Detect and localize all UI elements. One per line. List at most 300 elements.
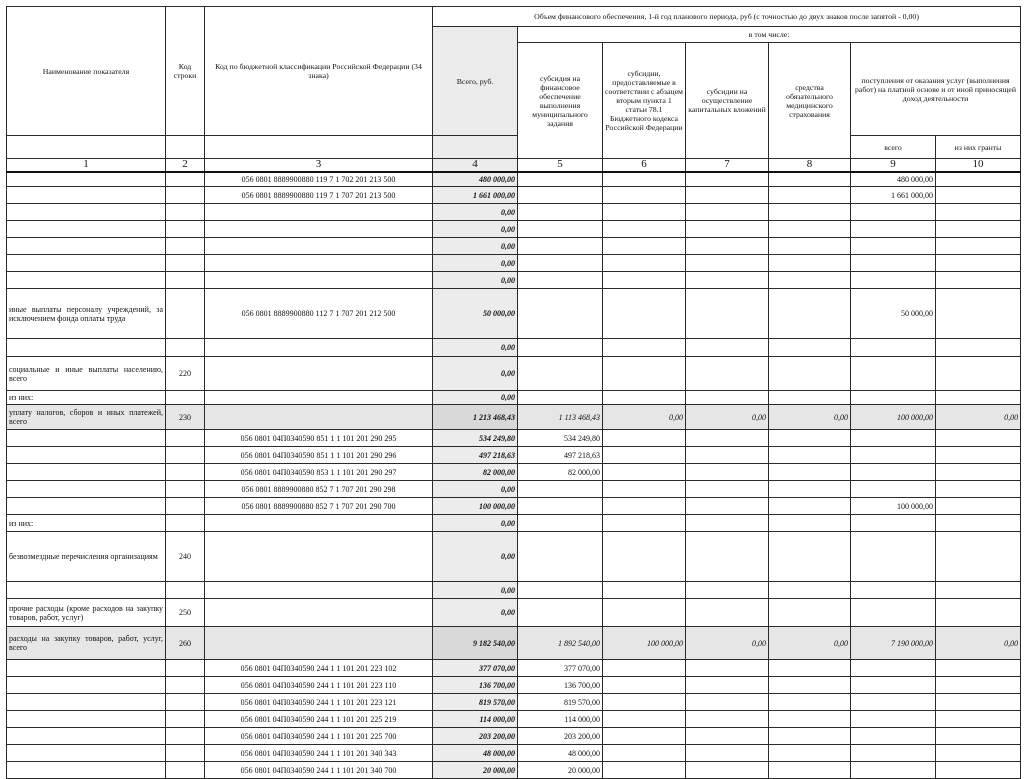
row-name: [7, 481, 166, 498]
table-row: [7, 660, 1021, 677]
row-capital: [686, 221, 769, 238]
row-code: [166, 339, 205, 357]
row-grants: [936, 711, 1021, 728]
row-name: социальные и иные выплаты населению, всего: [7, 357, 166, 391]
table-row: [7, 289, 1021, 339]
row-total: 0,00: [433, 582, 518, 599]
row-subsidy-task: 534 249,80: [518, 430, 603, 447]
table-row: [7, 391, 1021, 405]
row-kbk: 056 0801 04П0340590 851 1 1 101 201 290 295: [205, 430, 433, 447]
row-oms: 0,00: [769, 627, 851, 660]
row-subsidy-78: [603, 204, 686, 221]
row-oms: [769, 660, 851, 677]
row-oms: [769, 339, 851, 357]
row-code: [166, 515, 205, 532]
row-grants: [936, 238, 1021, 255]
row-grants: [936, 221, 1021, 238]
row-subsidy-task: [518, 481, 603, 498]
table-row: [7, 582, 1021, 599]
row-code: 220: [166, 357, 205, 391]
row-oms: 0,00: [769, 405, 851, 430]
row-subsidy-78: [603, 745, 686, 762]
row-code: [166, 745, 205, 762]
row-kbk: [205, 238, 433, 255]
row-code: 260: [166, 627, 205, 660]
row-grants: [936, 481, 1021, 498]
row-kbk: [205, 405, 433, 430]
row-paid-total: [851, 515, 936, 532]
row-subsidy-78: [603, 339, 686, 357]
row-code: 230: [166, 405, 205, 430]
row-paid-total: [851, 357, 936, 391]
row-paid-total: [851, 272, 936, 289]
row-kbk: [205, 532, 433, 582]
header-title: Объем финансового обеспечения, 1-й год планового периода, руб (с точностью до двух знаков после запятой - 0,00): [433, 7, 1021, 27]
row-oms: [769, 481, 851, 498]
row-grants: [936, 515, 1021, 532]
row-subsidy-78: [603, 532, 686, 582]
row-capital: [686, 498, 769, 515]
row-name: [7, 172, 166, 187]
row-total: 1 661 000,00: [433, 187, 518, 204]
row-subsidy-78: [603, 762, 686, 779]
row-grants: [936, 728, 1021, 745]
row-kbk: 056 0801 04П0340590 244 1 1 101 201 340 700: [205, 762, 433, 779]
table-body: [7, 172, 1021, 779]
row-paid-total: 100 000,00: [851, 498, 936, 515]
row-grants: [936, 582, 1021, 599]
row-capital: [686, 272, 769, 289]
row-grants: [936, 447, 1021, 464]
row-total: 0,00: [433, 532, 518, 582]
row-subsidy-78: [603, 357, 686, 391]
row-paid-total: [851, 660, 936, 677]
row-subsidy-78: [603, 221, 686, 238]
row-capital: [686, 599, 769, 627]
row-capital: [686, 481, 769, 498]
row-name: [7, 694, 166, 711]
row-subsidy-task: 819 570,00: [518, 694, 603, 711]
row-paid-total: [851, 745, 936, 762]
row-grants: [936, 172, 1021, 187]
row-kbk: 056 0801 8889900880 852 7 1 707 201 290 700: [205, 498, 433, 515]
row-grants: [936, 677, 1021, 694]
row-subsidy-78: [603, 430, 686, 447]
row-name: [7, 204, 166, 221]
row-code: [166, 762, 205, 779]
row-code: [166, 481, 205, 498]
column-number: 2: [166, 159, 205, 172]
row-total: 0,00: [433, 221, 518, 238]
row-capital: [686, 204, 769, 221]
row-capital: [686, 694, 769, 711]
header-grants: из них гранты: [936, 136, 1021, 159]
row-subsidy-task: [518, 339, 603, 357]
row-oms: [769, 677, 851, 694]
row-subsidy-task: [518, 221, 603, 238]
row-subsidy-task: 20 000,00: [518, 762, 603, 779]
table-row: [7, 481, 1021, 498]
row-capital: 0,00: [686, 627, 769, 660]
row-kbk: 056 0801 04П0340590 244 1 1 101 201 223 102: [205, 660, 433, 677]
row-kbk: 056 0801 04П0340590 244 1 1 101 201 340 343: [205, 745, 433, 762]
row-total: 377 070,00: [433, 660, 518, 677]
row-kbk: [205, 255, 433, 272]
row-subsidy-78: [603, 172, 686, 187]
table-row: [7, 204, 1021, 221]
row-kbk: [205, 221, 433, 238]
row-subsidy-78: [603, 660, 686, 677]
row-total: 0,00: [433, 255, 518, 272]
row-total: 480 000,00: [433, 172, 518, 187]
row-subsidy-task: 114 000,00: [518, 711, 603, 728]
table-row: [7, 272, 1021, 289]
row-kbk: [205, 391, 433, 405]
header-kbk: Код по бюджетной классификации Российской Федерации (34 знака): [205, 7, 433, 136]
row-code: [166, 582, 205, 599]
row-code: [166, 391, 205, 405]
row-subsidy-78: [603, 447, 686, 464]
table-row: [7, 430, 1021, 447]
column-number: 3: [205, 159, 433, 172]
header-code: Код строки: [166, 7, 205, 136]
row-grants: [936, 391, 1021, 405]
row-oms: [769, 464, 851, 481]
row-oms: [769, 255, 851, 272]
row-capital: [686, 339, 769, 357]
row-code: [166, 677, 205, 694]
row-paid-total: [851, 339, 936, 357]
row-name: [7, 447, 166, 464]
row-capital: [686, 464, 769, 481]
row-kbk: 056 0801 8889900880 112 7 1 707 201 212 500: [205, 289, 433, 339]
row-subsidy-task: [518, 255, 603, 272]
row-total: 0,00: [433, 599, 518, 627]
row-kbk: [205, 599, 433, 627]
column-number: 7: [686, 159, 769, 172]
row-name: [7, 677, 166, 694]
table-row: [7, 532, 1021, 582]
header-kbk-spacer: [205, 136, 433, 159]
row-name: [7, 711, 166, 728]
row-kbk: [205, 339, 433, 357]
row-code: [166, 660, 205, 677]
row-kbk: 056 0801 04П0340590 244 1 1 101 201 225 219: [205, 711, 433, 728]
row-paid-total: 1 661 000,00: [851, 187, 936, 204]
row-capital: [686, 660, 769, 677]
row-oms: [769, 745, 851, 762]
row-oms: [769, 357, 851, 391]
row-code: [166, 255, 205, 272]
row-kbk: 056 0801 04П0340590 244 1 1 101 201 225 700: [205, 728, 433, 745]
header-code-spacer: [166, 136, 205, 159]
row-grants: [936, 694, 1021, 711]
row-capital: [686, 515, 769, 532]
row-subsidy-task: 377 070,00: [518, 660, 603, 677]
row-capital: [686, 762, 769, 779]
row-paid-total: [851, 204, 936, 221]
row-capital: [686, 532, 769, 582]
row-total: 48 000,00: [433, 745, 518, 762]
row-oms: [769, 599, 851, 627]
column-number: 8: [769, 159, 851, 172]
row-code: [166, 221, 205, 238]
row-subsidy-task: [518, 238, 603, 255]
row-oms: [769, 711, 851, 728]
row-paid-total: 7 190 000,00: [851, 627, 936, 660]
row-name: [7, 339, 166, 357]
row-subsidy-task: [518, 391, 603, 405]
row-subsidy-78: [603, 464, 686, 481]
row-name: уплату налогов, сборов и иных платежей, всего: [7, 405, 166, 430]
row-oms: [769, 289, 851, 339]
row-capital: [686, 187, 769, 204]
row-kbk: [205, 204, 433, 221]
table-row: [7, 464, 1021, 481]
row-oms: [769, 430, 851, 447]
row-grants: [936, 339, 1021, 357]
row-code: 240: [166, 532, 205, 582]
row-grants: [936, 357, 1021, 391]
row-code: [166, 204, 205, 221]
row-paid-total: [851, 255, 936, 272]
row-subsidy-task: [518, 515, 603, 532]
row-subsidy-task: [518, 187, 603, 204]
row-oms: [769, 221, 851, 238]
row-kbk: 056 0801 8889900880 119 7 1 702 201 213 500: [205, 172, 433, 187]
row-code: 250: [166, 599, 205, 627]
row-kbk: 056 0801 04П0340590 853 1 1 101 201 290 297: [205, 464, 433, 481]
row-paid-total: [851, 762, 936, 779]
row-subsidy-78: [603, 728, 686, 745]
row-subsidy-task: [518, 289, 603, 339]
header-oms: средства обязательного медицинского страхования: [769, 43, 851, 159]
row-grants: 0,00: [936, 627, 1021, 660]
row-subsidy-78: [603, 498, 686, 515]
row-subsidy-78: 100 000,00: [603, 627, 686, 660]
row-code: [166, 187, 205, 204]
row-capital: [686, 238, 769, 255]
row-oms: [769, 187, 851, 204]
row-subsidy-task: [518, 532, 603, 582]
row-paid-total: [851, 464, 936, 481]
row-kbk: 056 0801 8889900880 119 7 1 707 201 213 500: [205, 187, 433, 204]
header-in-that: в том числе:: [518, 27, 1021, 43]
row-capital: [686, 391, 769, 405]
row-code: [166, 728, 205, 745]
row-kbk: 056 0801 04П0340590 244 1 1 101 201 223 121: [205, 694, 433, 711]
row-kbk: [205, 627, 433, 660]
row-paid-total: [851, 599, 936, 627]
row-subsidy-78: [603, 711, 686, 728]
row-code: [166, 430, 205, 447]
row-capital: [686, 357, 769, 391]
row-code: [166, 447, 205, 464]
row-oms: [769, 238, 851, 255]
row-kbk: 056 0801 04П0340590 244 1 1 101 201 223 110: [205, 677, 433, 694]
row-paid-total: [851, 582, 936, 599]
row-paid-total: [851, 447, 936, 464]
row-grants: [936, 532, 1021, 582]
row-subsidy-task: 203 200,00: [518, 728, 603, 745]
row-code: [166, 694, 205, 711]
row-total: 0,00: [433, 481, 518, 498]
header-name-spacer: [7, 136, 166, 159]
row-total: 0,00: [433, 357, 518, 391]
row-total: 136 700,00: [433, 677, 518, 694]
row-grants: [936, 187, 1021, 204]
row-name: [7, 430, 166, 447]
row-capital: [686, 255, 769, 272]
column-numbers-row: [7, 159, 1021, 172]
table-row: [7, 498, 1021, 515]
row-total: 50 000,00: [433, 289, 518, 339]
row-name: прочие расходы (кроме расходов на закупку товаров, работ, услуг): [7, 599, 166, 627]
row-subsidy-task: 48 000,00: [518, 745, 603, 762]
row-code: [166, 289, 205, 339]
column-number: 9: [851, 159, 936, 172]
row-capital: [686, 582, 769, 599]
row-name: [7, 464, 166, 481]
column-number: 6: [603, 159, 686, 172]
row-name: иные выплаты персоналу учреждений, за исключением фонда оплаты труда: [7, 289, 166, 339]
row-paid-total: [851, 238, 936, 255]
row-name: [7, 728, 166, 745]
row-subsidy-task: 497 218,63: [518, 447, 603, 464]
row-name: из них:: [7, 391, 166, 405]
row-capital: [686, 172, 769, 187]
row-total: 534 249,80: [433, 430, 518, 447]
row-grants: [936, 599, 1021, 627]
row-oms: [769, 694, 851, 711]
row-name: [7, 255, 166, 272]
row-capital: [686, 430, 769, 447]
row-subsidy-task: 136 700,00: [518, 677, 603, 694]
row-capital: [686, 728, 769, 745]
row-subsidy-78: [603, 694, 686, 711]
row-oms: [769, 762, 851, 779]
row-kbk: [205, 582, 433, 599]
row-subsidy-78: [603, 289, 686, 339]
finance-table: [6, 6, 1021, 779]
table-row: [7, 172, 1021, 187]
row-paid-total: [851, 391, 936, 405]
column-number: 1: [7, 159, 166, 172]
row-subsidy-task: [518, 204, 603, 221]
row-subsidy-task: 1 113 468,43: [518, 405, 603, 430]
row-paid-total: 100 000,00: [851, 405, 936, 430]
row-oms: [769, 582, 851, 599]
row-total: 20 000,00: [433, 762, 518, 779]
row-kbk: 056 0801 8889900880 852 7 1 707 201 290 298: [205, 481, 433, 498]
row-name: [7, 745, 166, 762]
row-subsidy-task: [518, 172, 603, 187]
row-subsidy-78: [603, 272, 686, 289]
row-total: 0,00: [433, 515, 518, 532]
row-subsidy-task: 1 892 540,00: [518, 627, 603, 660]
row-paid-total: [851, 532, 936, 582]
row-capital: [686, 447, 769, 464]
row-subsidy-78: [603, 238, 686, 255]
table-row: [7, 515, 1021, 532]
row-name: расходы на закупку товаров, работ, услуг, всего: [7, 627, 166, 660]
row-capital: [686, 677, 769, 694]
row-paid-total: [851, 430, 936, 447]
table-row: [7, 357, 1021, 391]
row-paid-total: [851, 728, 936, 745]
row-name: [7, 272, 166, 289]
header-subsidy-task: субсидия на финансовое обеспечение выполнения муниципального задания: [518, 43, 603, 159]
row-name: [7, 221, 166, 238]
table-row: [7, 762, 1021, 779]
row-oms: [769, 447, 851, 464]
row-subsidy-78: [603, 255, 686, 272]
row-name: [7, 498, 166, 515]
row-code: [166, 711, 205, 728]
row-kbk: [205, 357, 433, 391]
row-grants: [936, 762, 1021, 779]
row-total: 203 200,00: [433, 728, 518, 745]
row-name: безвозмездные перечисления организациям: [7, 532, 166, 582]
row-oms: [769, 728, 851, 745]
row-kbk: 056 0801 04П0340590 851 1 1 101 201 290 296: [205, 447, 433, 464]
header-paid-total: всего: [851, 136, 936, 159]
row-grants: [936, 660, 1021, 677]
row-name: из них:: [7, 515, 166, 532]
row-oms: [769, 532, 851, 582]
row-capital: [686, 745, 769, 762]
row-paid-total: [851, 677, 936, 694]
row-subsidy-task: [518, 582, 603, 599]
table-row: [7, 711, 1021, 728]
row-total: 82 000,00: [433, 464, 518, 481]
row-grants: [936, 498, 1021, 515]
row-subsidy-78: [603, 481, 686, 498]
table-row: [7, 238, 1021, 255]
row-grants: [936, 255, 1021, 272]
row-paid-total: [851, 711, 936, 728]
row-oms: [769, 172, 851, 187]
table-row: [7, 728, 1021, 745]
table-row: [7, 599, 1021, 627]
row-oms: [769, 515, 851, 532]
row-total: 100 000,00: [433, 498, 518, 515]
header-total-spacer: [433, 136, 518, 159]
row-grants: [936, 430, 1021, 447]
row-subsidy-task: [518, 498, 603, 515]
row-total: 0,00: [433, 391, 518, 405]
row-total: 0,00: [433, 272, 518, 289]
row-total: 0,00: [433, 238, 518, 255]
table-row: [7, 255, 1021, 272]
row-name: [7, 187, 166, 204]
row-total: 1 213 468,43: [433, 405, 518, 430]
table-row: [7, 187, 1021, 204]
table-row: [7, 221, 1021, 238]
row-subsidy-78: [603, 599, 686, 627]
row-grants: [936, 745, 1021, 762]
row-capital: 0,00: [686, 405, 769, 430]
header-subsidy-78: субсидии, предоставляемые в соответствии с абзацем вторым пункта 1 статьи 78.1 Бюджетного кодекса Российской Федерации: [603, 43, 686, 159]
row-code: [166, 238, 205, 255]
row-total: 9 182 540,00: [433, 627, 518, 660]
row-oms: [769, 391, 851, 405]
row-code: [166, 272, 205, 289]
row-capital: [686, 289, 769, 339]
header-paid: поступления от оказания услуг (выполнения работ) на платной основе и от иной приносящей доход деятельности: [851, 43, 1021, 136]
row-name: [7, 582, 166, 599]
row-subsidy-78: [603, 391, 686, 405]
